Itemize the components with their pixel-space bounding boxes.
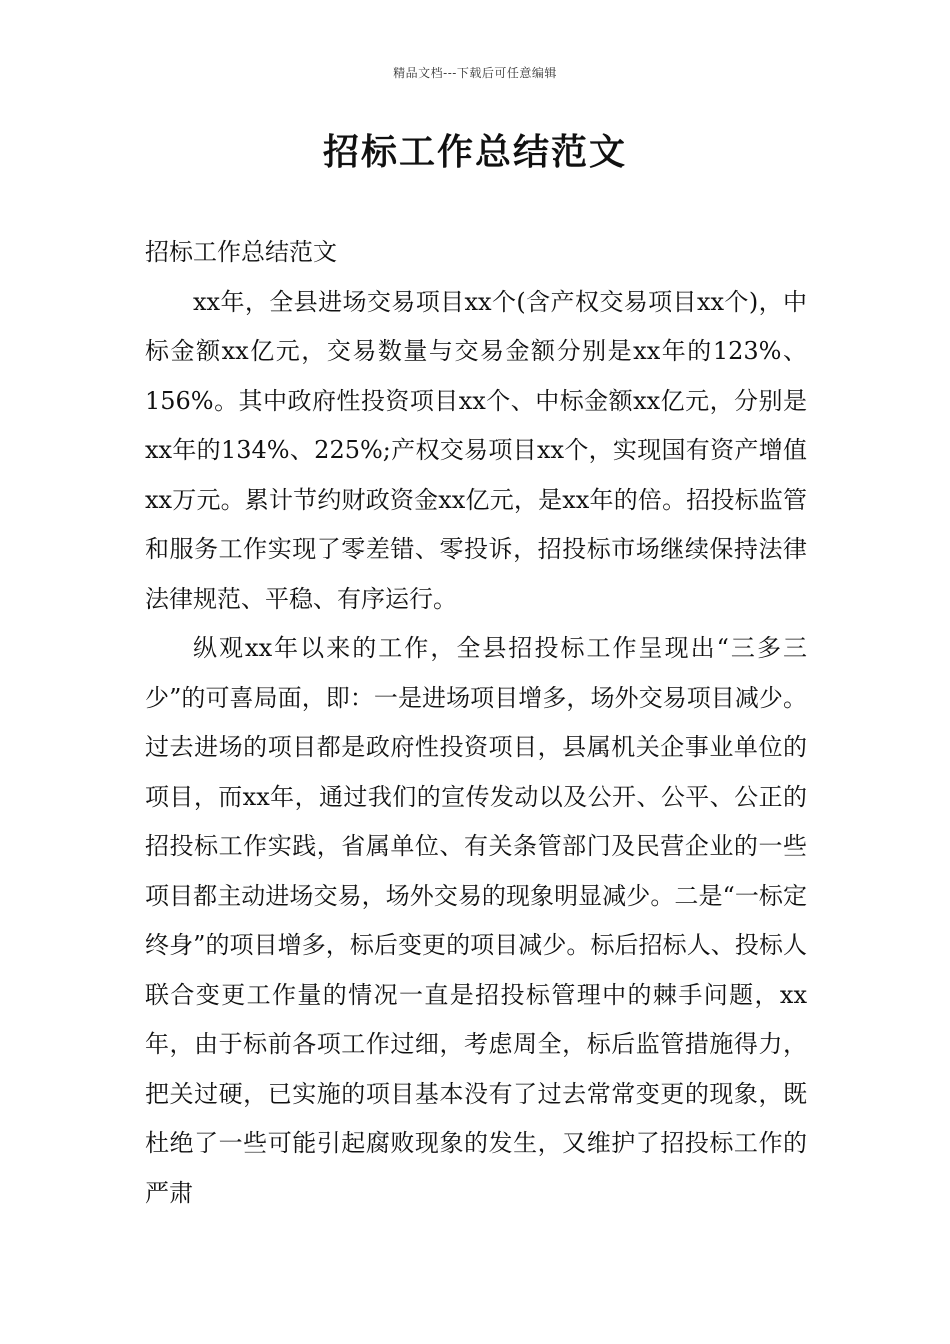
- document-subtitle: 招标工作总结范文: [145, 238, 337, 266]
- paragraph-2: 纵观xx年以来的工作，全县招投标工作呈现出“三多三少”的可喜局面，即：一是进场项目增多，场外交易项目减少。过去进场的项目都是政府性投资项目，县属机关企事业单位的项目，而xx年，通过我们的宣传发动以及公开、公平、公正的招投标工作实践，省属单位、有关条管部门及民营企业的一些项目都主动进场交易，场外交易的现象明显减少。二是“一标定终身”的项目增多，标后变更的项目减少。标后招标人、投标人联合变更工作量的情况一直是招投标管理中的棘手问题，xx年，由于标前各项工作过细，考虑周全，标后监管措施得力，把关过硬，已实施的项目基本没有了过去常常变更的现象，既杜绝了一些可能引起腐败现象的发生，又维护了招投标工作的严肃: [145, 634, 807, 1207]
- header-note: 精品文档---下载后可任意编辑: [393, 66, 557, 80]
- document-body: [145, 228, 807, 1218]
- paragraph-1: xx年，全县进场交易项目xx个(含产权交易项目xx个)，中标金额xx亿元，交易数量与交易金额分别是xx年的123%、156%。其中政府性投资项目xx个、中标金额xx亿元，分别是xx年的134%、225%;产权交易项目xx个，实现国有资产增值xx万元。累计节约财政资金xx亿元，是xx年的倍。招投标监管和服务工作实现了零差错、零投诉，招投标市场继续保持法律法律规范、平稳、有序运行。: [145, 287, 807, 613]
- page-title: 招标工作总结范文: [322, 132, 627, 173]
